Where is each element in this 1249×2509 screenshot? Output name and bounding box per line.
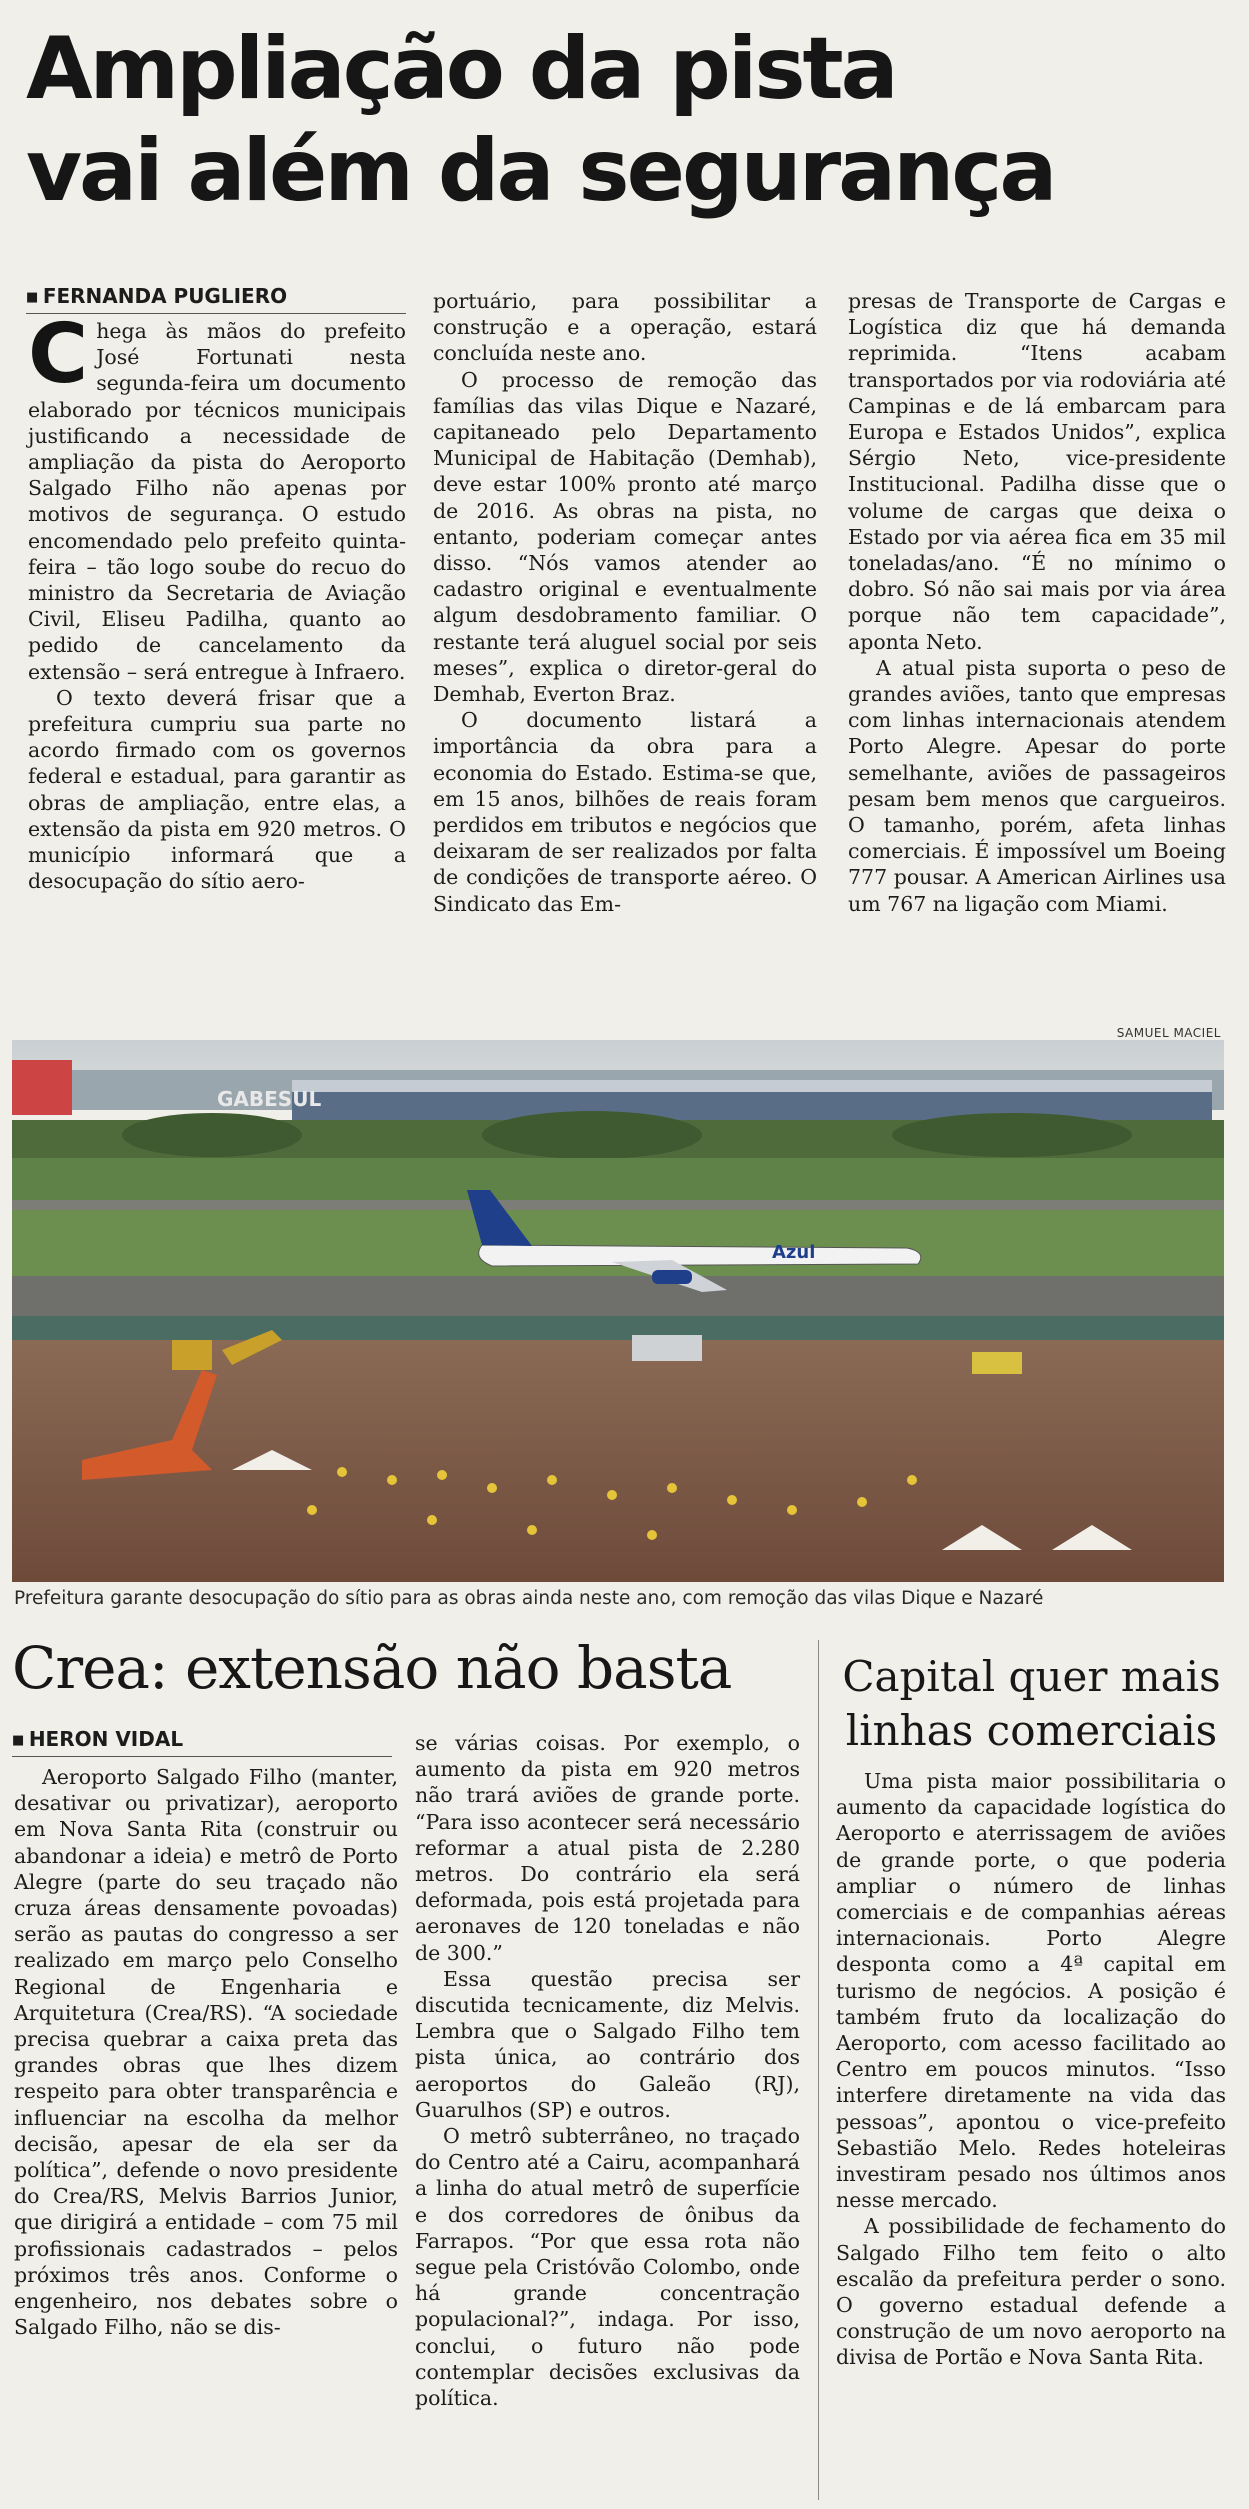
headline-line-1: Ampliação da pista: [26, 19, 896, 119]
article1-col1-para-1: [28, 307, 406, 685]
article2-col2-para-1: se várias coisas. Por exemplo, o aumento da pista em 920 metros não trará aviões de grande porte. “Para isso acontecer será necessário reformar a atual pista de 2.280 metros. Do contrário ela será deformada, pois está projetada para aeronaves de 120 toneladas e não de 300.”: [415, 1731, 800, 1965]
article1-col1-para-2: O texto deverá frisar que a prefeitura cumpriu sua parte no acordo firmado com os governos federal e estadual, para garantir as obras de ampliação, entre elas, a extensão da pista em 920 metros. O município informará que a desocupação do sítio aero-: [28, 685, 406, 894]
main-headline: [26, 18, 1226, 222]
article1-col2-para-1: portuário, para possibilitar a construção e a operação, estará concluída neste ano.: [433, 289, 817, 366]
article1-col2-para-3: O documento listará a importância da obra para a economia do Estado. Estima-se que, em 15 anos, bilhões de reais foram perdidos em tributos e negócios que deixaram de ser realizados por falta de condições de transporte aéreo. O Sindicato das Em-: [433, 708, 817, 916]
article3-column: [836, 1768, 1226, 2371]
grass-field-2: [12, 1210, 1224, 1280]
column-divider: [818, 1640, 819, 2500]
photo-credit: SAMUEL MACIEL: [1116, 1026, 1221, 1040]
headline-line-2: vai além da segurança: [26, 121, 1055, 221]
pickup-truck: [972, 1352, 1022, 1374]
svg-text:Azul: Azul: [772, 1242, 816, 1263]
article2-column-2: [415, 1730, 800, 2411]
runway: [12, 1276, 1224, 1316]
airport-photo: [12, 1040, 1224, 1582]
article1-column-2: [433, 288, 817, 917]
airport-photo-illustration: [12, 1040, 1224, 1582]
article2-col2-para-2: Essa questão precisa ser discutida tecnicamente, diz Melvis. Lembra que o Salgado Filho tem pista única, ao contrário dos aeroportos do Galeão (RJ), Guarulhos (SP) e outros.: [415, 1966, 800, 2122]
article2-col2-para-3: O metrô subterrâneo, no traçado do Centro até a Cairu, acompanhará a linha do atual metrô de superfície e dos corredores de ônibus da Farrapos. “Por que essa rota não segue pela Cristóvão Colombo, onde há grande concentração populacional?”, indaga. Por isso, conclui, o futuro não pode contemplar decisões exclusivas da política.: [415, 2124, 800, 2411]
article2-title: Crea: extensão não basta: [12, 1634, 732, 1702]
drop-cap: C: [28, 307, 89, 402]
article1-col2-para-2: O processo de remoção das famílias das vilas Dique e Nazaré, capitaneado pelo Departamento Municipal de Habitação (Demhab), deve estar 100% pronto até março de 2016. As obras na pista, no entanto, poderiam começar antes disso. “Nós vamos atender ao cadastro original e eventualmente algum desdobramento familiar. O restante terá aluguel social por seis meses”, explica o diretor-geral do Demhab, Everton Braz.: [433, 367, 817, 707]
taxiway: [12, 1200, 1224, 1210]
hangar-sign: GABESUL: [217, 1087, 322, 1111]
article1-col1-para-1-text: hega às mãos do prefeito José Fortunati nesta segunda-feira um documento elaborado por técnicos municipais justificando a necessidade de ampliação da pista do Aeroporto Salgado Filho não apenas por motivos de segurança. O estudo encomendado pelo prefeito quinta-feira – tão logo soube do recuo do ministro da Secretaria de Aviação Civil, Eliseu Padilha, quanto ao pedido de cancelamento da extensão – será entregue à Infraero.: [28, 319, 406, 684]
article1-col3-para-2: A atual pista suporta o peso de grandes aviões, tanto que empresas com linhas internacionais atendem Porto Alegre. Apesar do porte semelhante, aviões de passageiros pesam bem menos que cargueiros. O tamanho, porém, afeta linhas comerciais. É impossível um Boeing 777 pousar. A American Airlines usa um 767 na ligação com Miami.: [848, 655, 1226, 916]
article3-title-line-1: Capital quer mais: [842, 1652, 1221, 1701]
byline-heron: ■ HERON VIDAL: [12, 1726, 392, 1757]
grass-field: [12, 1158, 1224, 1206]
red-building: [12, 1060, 72, 1115]
article1-column-1: [28, 307, 406, 894]
article3-para-1: Uma pista maior possibilitaria o aumento da capacidade logística do Aeroporto e aterrissagem de aviões de grande porte, o que poderia ampliar o número de linhas comerciais e de companhias aéreas internacionais. Porto Alegre desponta como a 4ª capital em turismo de negócios. A posição é também fruto da localização do Aeroporto, com acesso facilitado ao Centro em poucos minutos. “Isso interfere diretamente na vida das pessoas”, apontou o vice-prefeito Sebastião Melo. Redes hoteleiras investiram pesado nos últimos anos nesse mercado.: [836, 1769, 1226, 2213]
article3-title-line-2: linhas comerciais: [845, 1706, 1218, 1755]
article3-title: [834, 1650, 1229, 1758]
article1-col3-para-1: presas de Transporte de Cargas e Logística diz que há demanda reprimida. “Itens acabam transportados por via rodoviária até Campinas e de lá embarcam para Europa e Estados Unidos”, explica Sérgio Neto, vice-presidente Institucional. Padilha disse que o volume de cargas que deixa o Estado por via aérea fica em 35 mil toneladas/ano. “É no mínimo o dobro. Só não sai mais por via área porque não tem capacidade”, aponta Neto.: [848, 289, 1226, 654]
article2-column-1: [14, 1764, 398, 2340]
article2-col1-para-1: Aeroporto Salgado Filho (manter, desativar ou privatizar), aeroporto em Nova Santa Rita (construir ou abandonar a ideia) e metrô de Porto Alegre (parte do seu traçado não cruza áreas densamente povoadas) serão as pautas do congresso a ser realizado em março pelo Conselho Regional de Engenharia e Arquitetura (Crea/RS). “A sociedade precisa quebrar a caixa preta das grandes obras que lhes dizem respeito para obter transparência e influenciar na escolha da melhor decisão, apesar de ela ser da política”, defende o novo presidente do Crea/RS, Melvis Barrios Junior, que dirigirá a entidade – com 75 mil profissionais cadastrados – pelos próximos três anos. Conforme o engenheiro, nos debates sobre o Salgado Filho, não se dis-: [14, 1765, 398, 2340]
article3-para-2: A possibilidade de fechamento do Salgado Filho tem feito o alto escalão da prefeitura perder o sono. O governo estadual defende a construção de um novo aeroporto na divisa de Portão e Nova Santa Rita.: [836, 2214, 1226, 2370]
article1-column-3: [848, 288, 1226, 917]
photo-caption: Prefeitura garante desocupação do sítio para as obras ainda neste ano, com remoção das vilas Dique e Nazaré: [14, 1588, 1044, 1609]
byline-fernanda: ■ FERNANDA PUGLIERO: [26, 283, 406, 314]
service-truck: [632, 1335, 702, 1361]
